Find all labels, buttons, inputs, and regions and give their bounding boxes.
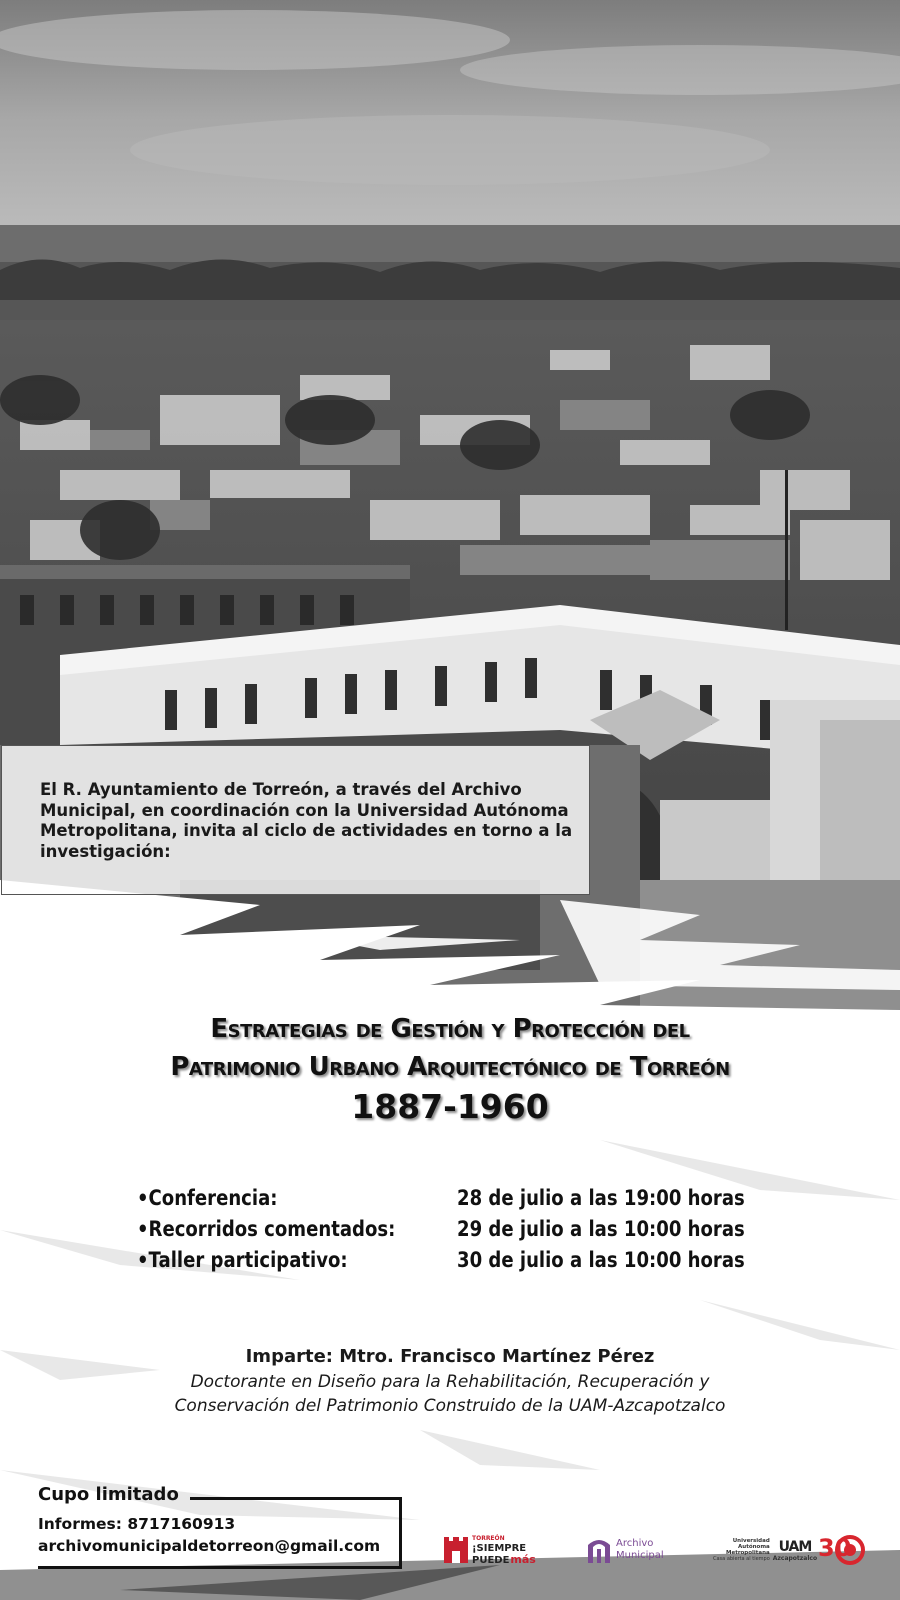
contact-info [38,1513,380,1557]
intro-text: El R. Ayuntamiento de Torreón, a través del Archivo Municipal, en coordinación con la Universidad Autónoma Metropolitana, invita al ciclo de actividades en torno a la investigación: [40,780,573,861]
torreon-slogan-2: PUEDE [472,1555,510,1566]
phone-text: Informes: 8717160913 [38,1515,236,1533]
uam-label-3: Metropolitana [725,1550,770,1556]
thirty-anniversary-logo [820,1530,868,1570]
activity-date: 29 de julio a las 10:00 horas [457,1217,745,1241]
list-item [137,1183,777,1214]
activity-name: •Recorridos comentados: [137,1217,396,1241]
torreon-slogan-1: ¡SIEMPRE [472,1543,527,1554]
title-line-1: Estrategias de Gestión y Protección del [210,1014,690,1044]
list-item [137,1245,777,1276]
torreon-logo [443,1530,536,1570]
divider [399,1497,402,1569]
archivo-label-1: Archivo [616,1538,654,1549]
torreon-slogan-3: más [510,1553,536,1566]
title-years: 1887-1960 [351,1087,549,1126]
speaker-description-2: Conservación del Patrimonio Construido de la UAM-Azcapotzalco [174,1396,726,1416]
uam-label-1: Universidad [732,1538,770,1544]
speaker-description-1: Doctorante en Diseño para la Rehabilitación, Recuperación y [190,1372,710,1392]
list-item [137,1214,777,1245]
torreon-castle-icon [443,1535,469,1565]
speaker-block [0,1344,900,1418]
torreon-label: TORREÓN [472,1535,505,1542]
activity-name: •Conferencia: [137,1186,278,1210]
uam-label-2: Autónoma [738,1544,770,1550]
archivo-municipal-logo [586,1530,664,1570]
activity-date: 30 de julio a las 10:00 horas [457,1248,745,1272]
divider [38,1566,402,1569]
thirty-number: 30 [818,1534,852,1562]
divider [190,1497,402,1500]
cupo-limitado: Cupo limitado [38,1484,179,1505]
email-link[interactable]: archivomunicipaldetorreon@gmail.com [38,1537,381,1555]
uam-logo [713,1530,817,1570]
archivo-arch-icon [586,1535,612,1565]
speaker-name: Imparte: Mtro. Francisco Martínez Pérez [245,1346,655,1367]
event-title [0,1010,900,1128]
uam-label-5: Azcapotzalco [772,1554,818,1562]
title-line-2: Patrimonio Urbano Arquitectónico de Torreón [170,1052,730,1082]
uam-mark: UAM [778,1538,812,1555]
activities-list [137,1183,777,1276]
activity-name: •Taller participativo: [137,1248,348,1272]
uam-label-4: Casa abierta al tiempo [713,1556,770,1562]
activity-date: 28 de julio a las 19:00 horas [457,1186,745,1210]
archivo-label-2: Municipal [616,1550,664,1561]
